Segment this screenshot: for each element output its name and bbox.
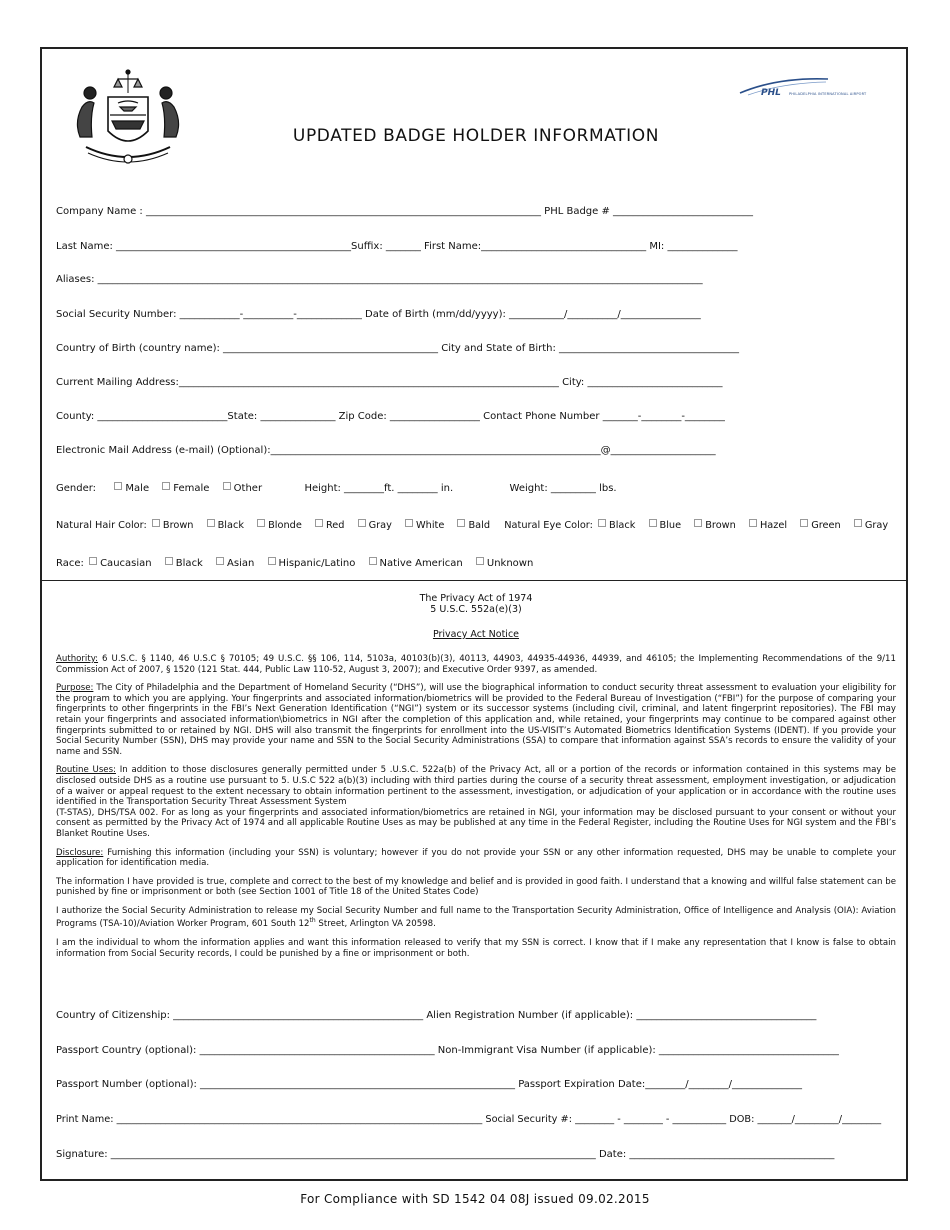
hair-option-label: Bald	[468, 520, 491, 531]
eye-blue-checkbox[interactable]	[649, 519, 657, 527]
ssa-authorization-text-a: I authorize the Social Security Administration to release my Social Security Number and full name to the Transportation Security Administration, Office of Intelligence and Analysis (OIA): Aviation Programs (TSA-10)/Aviation Worker Program, 601 South 12	[56, 905, 896, 930]
ssa-authorization-paragraph	[56, 906, 896, 930]
signature-field[interactable]: Signature: _________________________________________________________________________________________________ Date: _________________________________________	[56, 1149, 835, 1160]
email-field[interactable]: Electronic Mail Address (e-mail) (Optional):__________________________________________________________________@_____________________	[56, 445, 716, 456]
race-option-label: Asian	[227, 558, 255, 569]
purpose-paragraph	[56, 683, 896, 757]
race-caucasian-checkbox[interactable]	[89, 557, 97, 565]
privacy-notice-body	[56, 654, 896, 967]
name-field[interactable]: Last Name: _______________________________________________Suffix: _______ First Name:_________________________________ MI: ______________	[56, 241, 738, 252]
race-hispanic-checkbox[interactable]	[268, 557, 276, 565]
race-row	[56, 557, 533, 569]
hair-brown-checkbox[interactable]	[152, 519, 160, 527]
county-zip-phone-field[interactable]: County: __________________________State: _______________ Zip Code: __________________ Contact Phone Number _______-________-________	[56, 411, 725, 422]
routine-uses-paragraph	[56, 765, 896, 807]
disclosure-label: Disclosure:	[56, 847, 104, 858]
eye-label: Natural Eye Color:	[504, 520, 593, 531]
city-seal-icon	[68, 67, 188, 169]
print-name-field[interactable]: Print Name: ___________________________________________________________________________ Social Security #: ________ - ________ - ___________ DOB: _______/_________/________	[56, 1114, 882, 1125]
eye-option-label: Brown	[705, 520, 736, 531]
hair-option-label: Gray	[368, 520, 392, 531]
ssn-dob-field[interactable]: Social Security Number: ____________-__________-_____________ Date of Birth (mm/dd/yyyy): ___________/__________/________________	[56, 309, 701, 320]
birthplace-field[interactable]: Country of Birth (country name): ___________________________________________ City and State of Birth: ____________________________________	[56, 343, 740, 354]
eye-gray-checkbox[interactable]	[854, 519, 862, 527]
gender-other-checkbox[interactable]	[223, 482, 231, 490]
passport-country-field[interactable]: Passport Country (optional): _______________________________________________ Non-Immigrant Visa Number (if applicable): ____________________________________	[56, 1045, 839, 1056]
form-frame	[40, 47, 908, 1181]
race-native-american-checkbox[interactable]	[369, 557, 377, 565]
ssa-authorization-text-b: Street, Arlington VA 20598.	[315, 919, 436, 930]
gender-male-checkbox[interactable]	[114, 482, 122, 490]
gender-option-label: Other	[233, 483, 263, 494]
race-option-label: Caucasian	[100, 558, 152, 569]
eye-brown-checkbox[interactable]	[694, 519, 702, 527]
purpose-label: Purpose:	[56, 683, 94, 694]
hair-gray-checkbox[interactable]	[358, 519, 366, 527]
gender-label: Gender:	[56, 483, 97, 494]
race-option-label: Native American	[379, 558, 463, 569]
gender-row	[56, 482, 617, 494]
hair-blonde-checkbox[interactable]	[257, 519, 265, 527]
eye-black-checkbox[interactable]	[598, 519, 606, 527]
eye-option-label: Black	[609, 520, 636, 531]
mailing-address-field[interactable]: Current Mailing Address:____________________________________________________________________________ City: ___________________________	[56, 377, 723, 388]
phl-logo-text: PHL	[761, 88, 781, 98]
aliases-field[interactable]: Aliases: _________________________________________________________________________________________________________________________	[56, 274, 703, 285]
disclosure-paragraph	[56, 848, 896, 869]
race-label: Race:	[56, 558, 84, 569]
certification-paragraph: The information I have provided is true, complete and correct to the best of my knowledge and belief and is provided in good faith. I understand that a knowing and willful false statement can be punished by fine or imprisonment or both (see Section 1001 of Title 18 of the United States Code)	[56, 876, 896, 898]
compliance-footer: For Compliance with SD 1542 04 08J issued 09.02.2015	[300, 1192, 650, 1206]
routine-uses-label: Routine Uses:	[56, 765, 116, 776]
citizenship-field[interactable]: Country of Citizenship: __________________________________________________ Alien Registration Number (if applicable): ____________________________________	[56, 1010, 817, 1021]
individual-statement-paragraph: I am the individual to whom the information applies and want this information released to verify that my SSN is correct. I know that if I make any representation that I know is false to obtain information from Social Security records, I could be punished by a fine or imprisonment or both.	[56, 937, 896, 959]
hair-option-label: White	[416, 520, 445, 531]
hair-option-label: Red	[325, 520, 345, 531]
gender-option-label: Male	[125, 483, 150, 494]
hair-eye-row	[56, 519, 888, 531]
race-option-label: Black	[175, 558, 203, 569]
routine-uses-paragraph-2: (T-STAS), DHS/TSA 002. For as long as your fingerprints and associated information/biometrics are retained in NGI, your information may be disclosed pursuant to your consent or without your consent as permitted by the Privacy Act of 1974 and all applicable Routine Uses as may be published at any time in the Federal Register, including the Routine Uses for NGI system and the FBI’s Blanket Routine Uses.	[56, 807, 896, 839]
height-field[interactable]: Height: ________ft. ________ in.	[304, 483, 454, 494]
eye-option-label: Green	[811, 520, 841, 531]
section-divider	[42, 580, 906, 581]
eye-option-label: Hazel	[759, 520, 788, 531]
hair-option-label: Black	[217, 520, 244, 531]
authority-text: 6 U.S.C. § 1140, 46 U.S.C § 70105; 49 U.S.C. §§ 106, 114, 5103a, 40103(b)(3), 40113, 44903, 44935-44936, 44939, and 46105; the Implementing Recommendations of the 9/11 Commission Act of 2007, § 1520 (121 Stat. 444, Public Law 110-52, August 3, 2007); and Executive Order 9397, as amended.	[56, 654, 896, 675]
privacy-notice-heading: Privacy Act Notice	[432, 629, 520, 640]
routine-uses-text: In addition to those disclosures generally permitted under 5 .U.S.C. 522a(b) of the Privacy Act, all or a portion of the records or information contained in this systems may be disclosed outside DHS as a routine use pursuant to 5. U.S.C 522 a(b)(3) including with third parties during the course of a security threat assessment, employment investigation, or adjudication of a waiver or appeal request to the extent necessary to obtain information pertinent to the assessment, investigation, or adjudication of your application or in accordance with the routine uses identified in the Transportation Security Threat Assessment System	[56, 765, 896, 808]
company-badge-field[interactable]: Company Name : _______________________________________________________________________________ PHL Badge # ____________________________	[56, 206, 754, 217]
hair-option-label: Brown	[162, 520, 194, 531]
hair-white-checkbox[interactable]	[405, 519, 413, 527]
hair-bald-checkbox[interactable]	[457, 519, 465, 527]
hair-red-checkbox[interactable]	[315, 519, 323, 527]
authority-label: Authority:	[56, 654, 99, 664]
hair-option-label: Blonde	[268, 520, 302, 531]
gender-option-label: Female	[173, 483, 210, 494]
hair-black-checkbox[interactable]	[207, 519, 215, 527]
race-option-label: Unknown	[486, 558, 534, 569]
disclosure-text: Furnishing this information (including your SSN) is voluntary; however if you do not provide your SSN or any other information requested, DHS may be unable to complete your application for identification media.	[56, 847, 896, 869]
passport-number-field[interactable]: Passport Number (optional): _______________________________________________________________ Passport Expiration Date:________/________/______________	[56, 1079, 802, 1090]
privacy-act-citation: 5 U.S.C. 552a(e)(3)	[430, 604, 522, 615]
eye-option-label: Gray	[864, 520, 889, 531]
purpose-text: The City of Philadelphia and the Department of Homeland Security (“DHS”), will use the biographical information to conduct security threat assessment to evaluation your eligibility for the program to which you are applying. Your fingerprints and associated information/biometrics will be provided to the Federal Bureau of Investigation (“FBI”) for the purpose of comparing your fingerprints to other fingerprints in the FBI’s Next Generation Identification (“NGI”) system or its successor systems (including civil, criminal, and latent fingerprint repositories). The FBI may retain your fingerprints and associated information\biometrics in NGI after the completion of this application and, while retained, your fingerprints may continue to be compared against other fingerprints submitted to or retained by NGI. DHS will also transmit the fingerprints for enrollment into the US-VISIT’s Automated Biometrics Identification Systems (IDENT). If you provide your Social Security Number (SSN), DHS may provide your name and SSN to the Social Security Administrations (SSA) to compare that information against SSA’s records to ensure the validity of your name and SSN.	[56, 683, 896, 757]
race-option-label: Hispanic/Latino	[278, 558, 356, 569]
page-title: UPDATED BADGE HOLDER INFORMATION	[292, 126, 660, 146]
hair-label: Natural Hair Color:	[56, 520, 147, 531]
race-black-checkbox[interactable]	[165, 557, 173, 565]
race-unknown-checkbox[interactable]	[476, 557, 484, 565]
weight-field[interactable]: Weight: _________ lbs.	[509, 483, 617, 494]
race-asian-checkbox[interactable]	[216, 557, 224, 565]
eye-green-checkbox[interactable]	[800, 519, 808, 527]
eye-option-label: Blue	[659, 520, 682, 531]
authority-paragraph	[56, 654, 896, 675]
phl-logo-subtext: PHILADELPHIA INTERNATIONAL AIRPORT	[789, 92, 867, 96]
ssa-authorization-sup: th	[309, 917, 316, 925]
eye-hazel-checkbox[interactable]	[749, 519, 757, 527]
gender-female-checkbox[interactable]	[162, 482, 170, 490]
privacy-act-heading: The Privacy Act of 1974	[419, 593, 533, 604]
